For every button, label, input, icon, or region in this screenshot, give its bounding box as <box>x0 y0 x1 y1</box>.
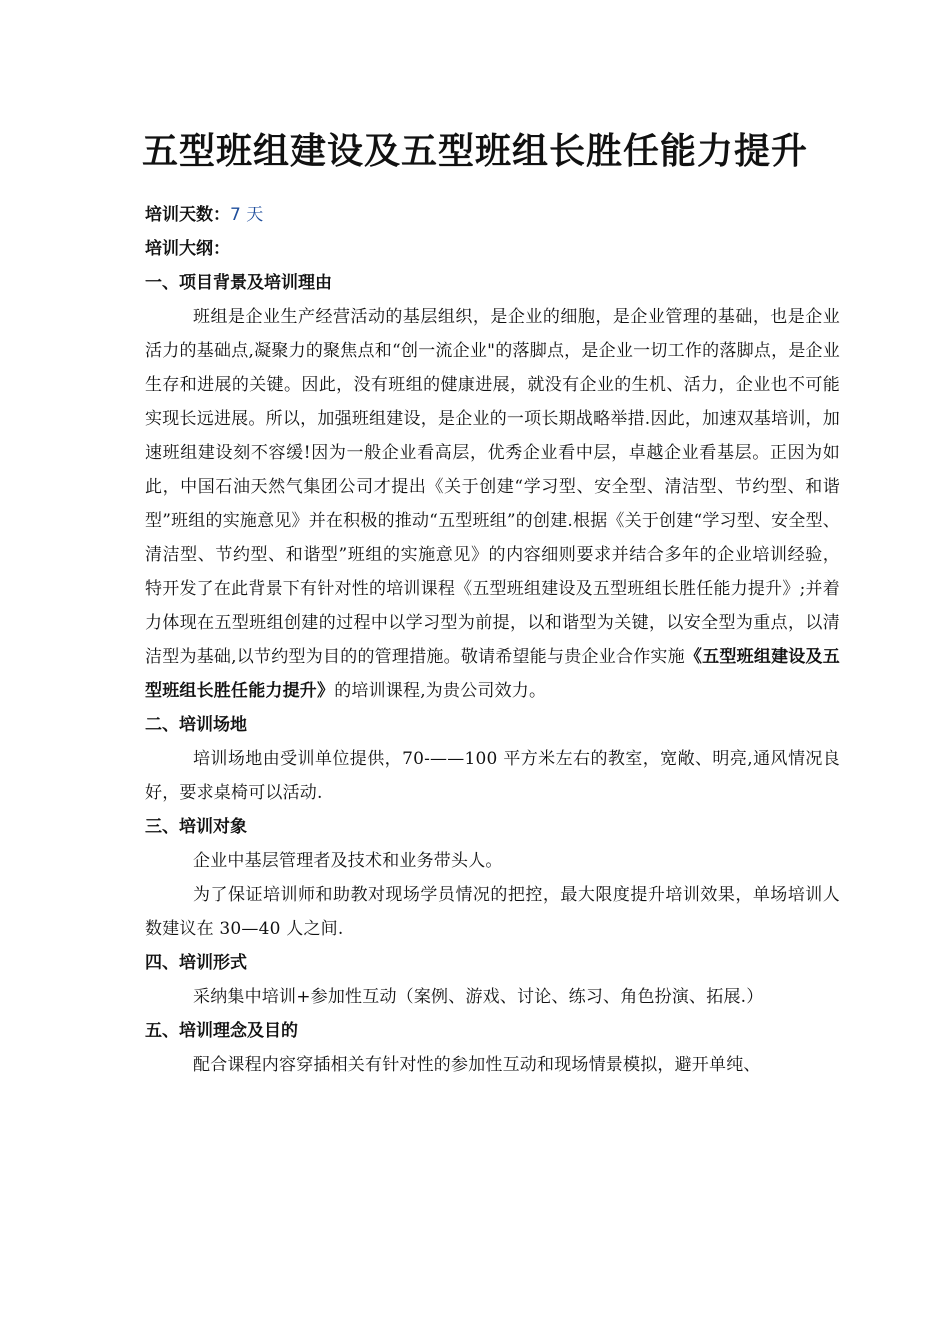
training-days-value: 7 天 <box>230 205 264 225</box>
background-text: 班组是企业生产经营活动的基层组织，是企业的细胞，是企业管理的基础，也是企业活力的基础点,凝聚力的聚焦点和“创一流企业"的落脚点，是企业一切工作的落脚点，是企业生存和进展的关键。因此，没有班组的健康进展，就没有企业的生机、活力，企业也不可能实现长远进展。所以，加强班组建设，是企业的一项长期战略举措.因此，加速双基培训，加速班组建设刻不容缓!因为一般企业看高层，优秀企业看中层，卓越企业看基层。正因为如此，中国石油天然气集团公司才提出《关于创建“学习型、安全型、清洁型、节约型、和谐型”班组的实施意见》并在积极的推动“五型班组”的创建.根据《关于创建“学习型、安全型、清洁型、节约型、和谐型”班组的实施意见》的内容细则要求并结合多年的企业培训经验，特开发了在此背景下有针对性的培训课程《五型班组建设及五型班组长胜任能力提升》;并着力体现在五型班组创建的过程中以学习型为前提，以和谐型为关键，以安全型为重点，以清洁型为基础,以节约型为目的的管理措施。敬请希望能与贵企业合作实施 <box>145 307 840 667</box>
section-heading-philosophy: 五、培训理念及目的 <box>145 1021 298 1041</box>
philosophy-paragraph: 配合课程内容穿插相关有针对性的参加性互动和现场情景模拟，避开单纯、 <box>193 1055 761 1075</box>
section-heading-background: 一、项目背景及培训理由 <box>145 273 332 293</box>
training-days <box>145 200 263 230</box>
outline-content <box>145 266 840 1082</box>
course-name-bold: 《五型班组建设及五型班组长胜任能力提升》 <box>145 647 840 701</box>
section-heading-audience: 三、培训对象 <box>145 817 247 837</box>
format-paragraph: 采纳集中培训+参加性互动（案例、游戏、讨论、练习、角色扮演、拓展.） <box>193 987 764 1007</box>
training-days-label: 培训天数： <box>145 205 230 225</box>
audience-paragraph-1: 企业中基层管理者及技术和业务带头人。 <box>193 851 503 871</box>
background-text-end: 的培训课程,为贵公司效力。 <box>334 681 547 701</box>
outline-label: 培训大纲： <box>145 239 230 259</box>
audience-paragraph-2: 为了保证培训师和助教对现场学员情况的把控，最大限度提升培训效果，单场培训人数建议在 30—40 人之间. <box>145 885 840 939</box>
page-title: 五型班组建设及五型班组长胜任能力提升 <box>141 131 808 172</box>
venue-paragraph: 培训场地由受训单位提供，70-——100 平方米左右的教室，宽敞、明亮,通风情况良好，要求桌椅可以活动. <box>145 749 840 803</box>
background-paragraph <box>145 300 840 708</box>
section-heading-venue: 二、培训场地 <box>145 715 247 735</box>
section-heading-format: 四、培训形式 <box>145 953 247 973</box>
